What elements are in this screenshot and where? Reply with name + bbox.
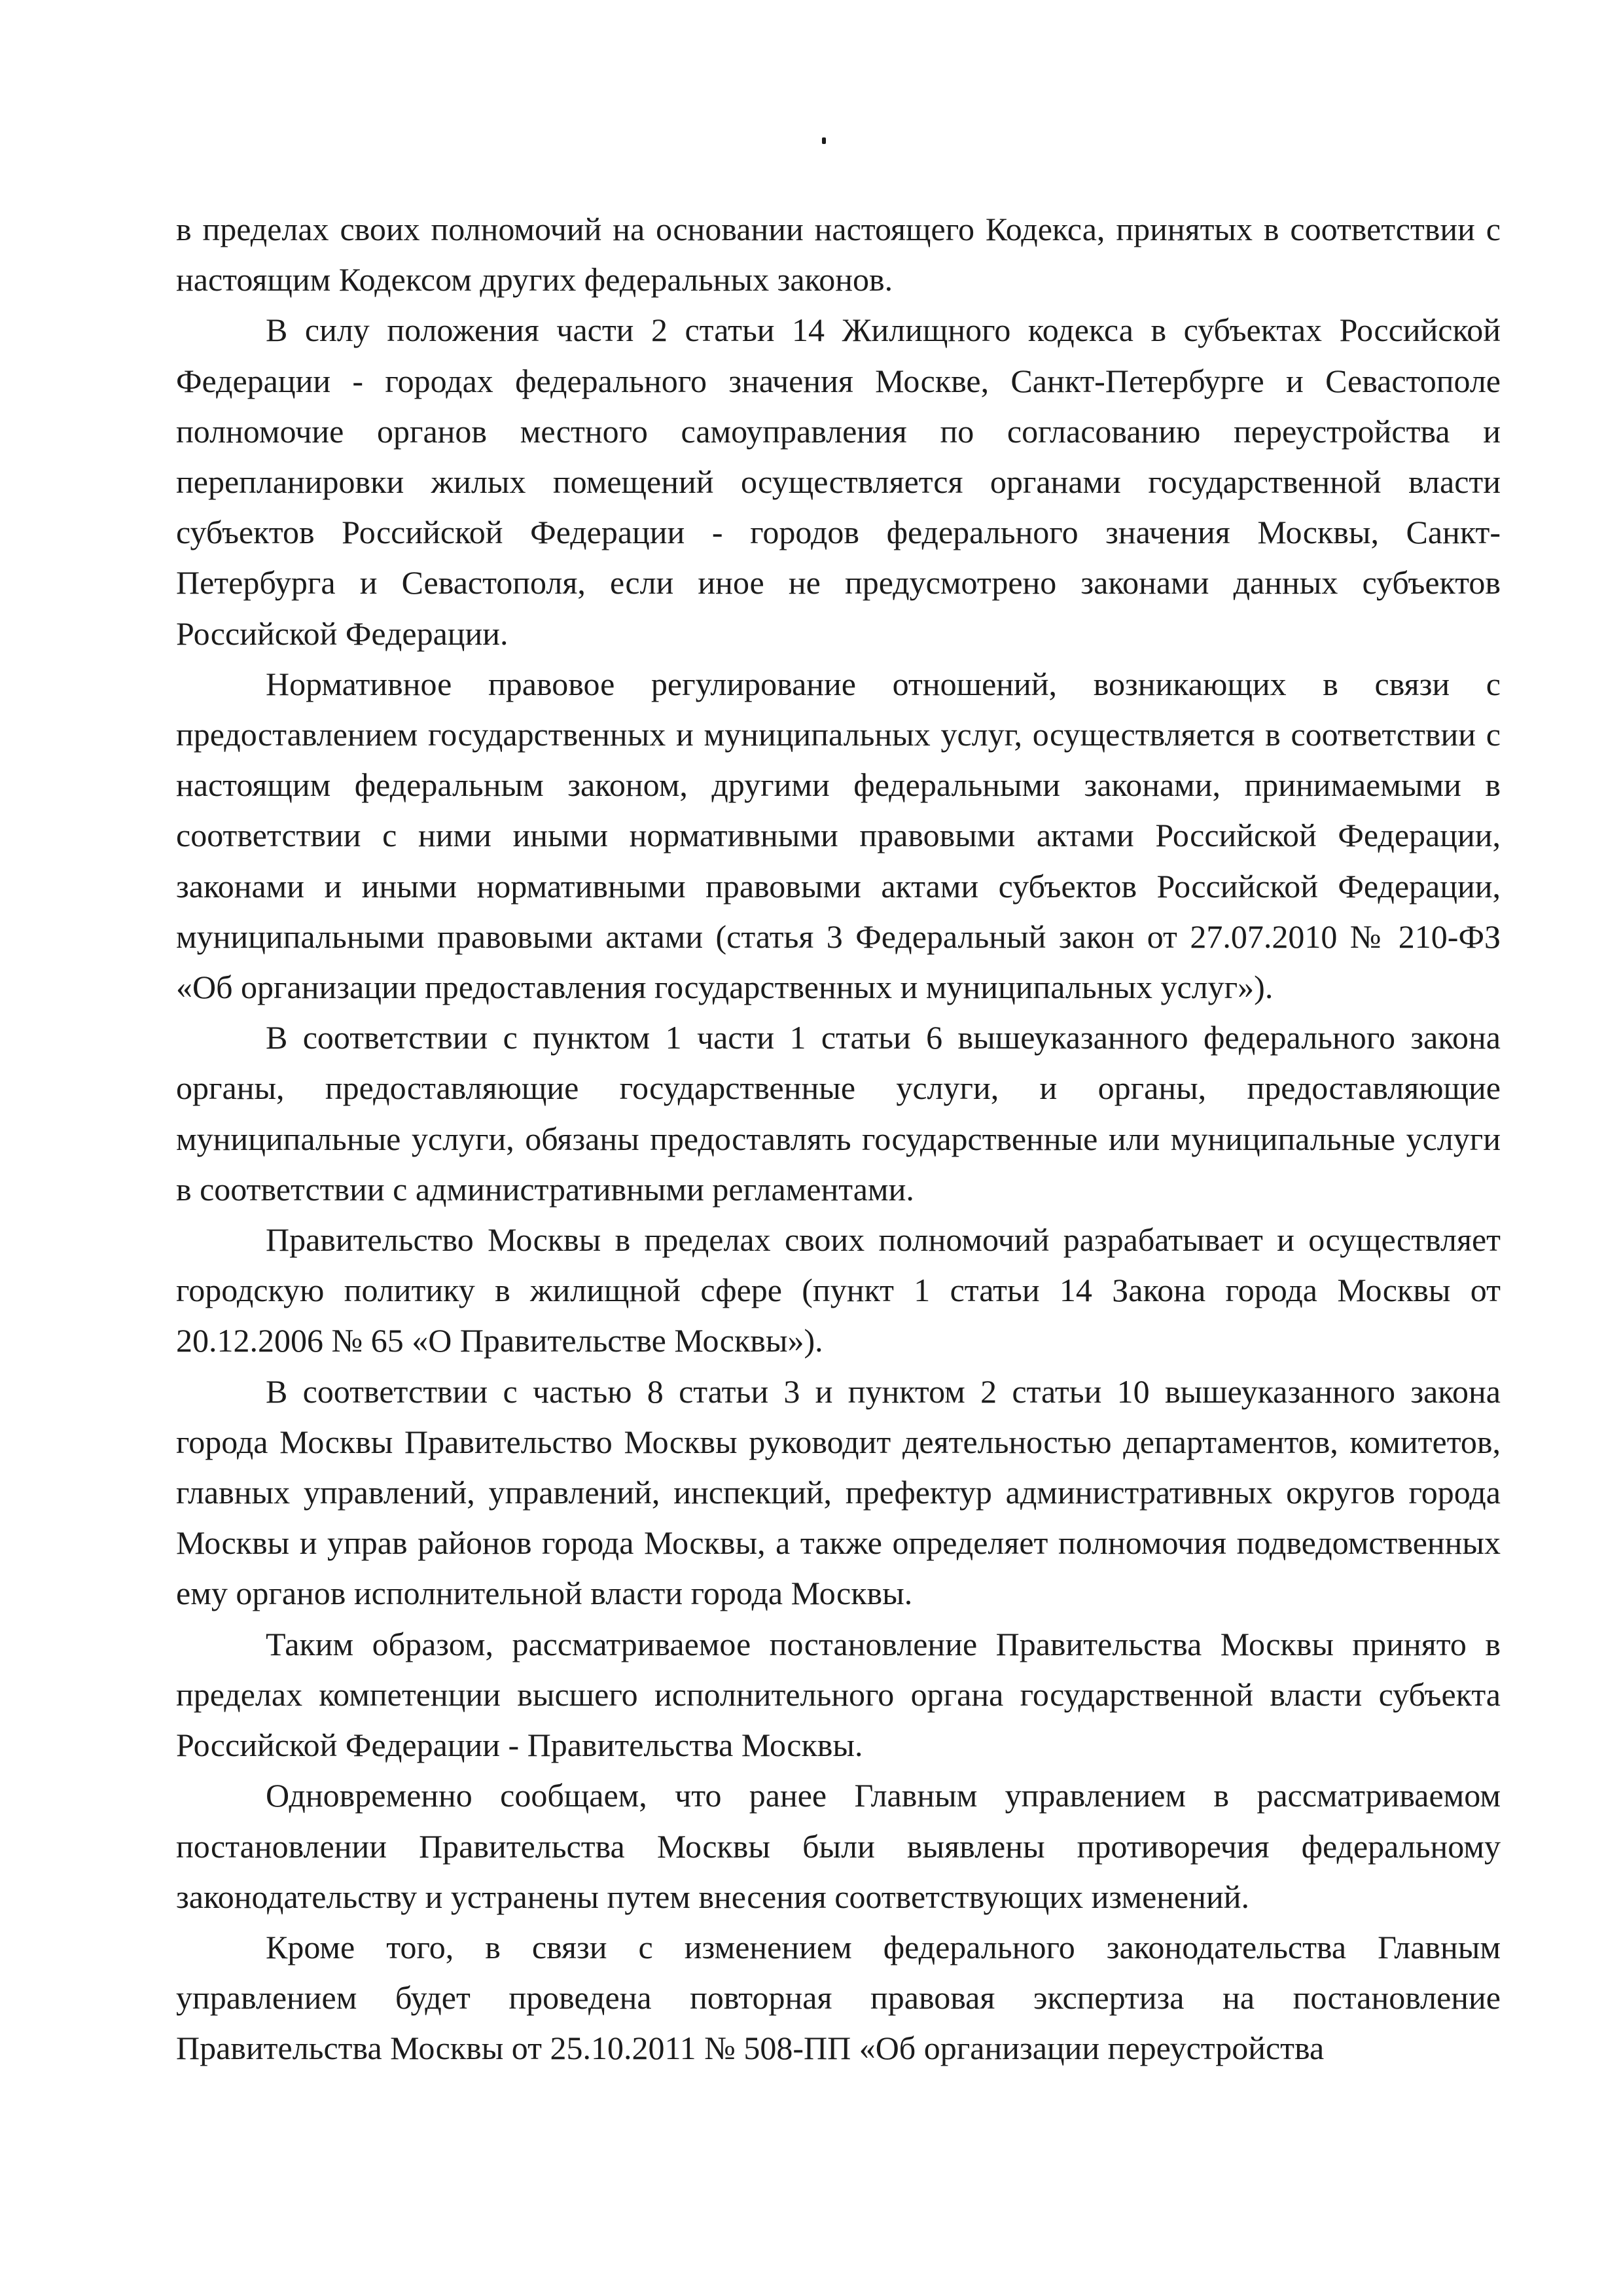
paragraph-contradictions-removed: Одновременно сообщаем, что ранее Главным управлением в рассматриваемом постановлении Правительства Москвы были выявлены противоречия федеральному законодательству и устранены путем внесения соответствующих изменений. — [176, 1777, 1501, 1915]
paragraph-moscow-government-direction: В соответствии с частью 8 статьи 3 и пунктом 2 статьи 10 вышеуказанного закона города Москвы Правительство Москвы руководит деятельностью департаментов, комитетов, главных управлений, управлений, инспекций, префектур административных округов города Москвы и управ районов города Москвы, а также определяет полномочия подведомственных ему органов исполнительной власти города Москвы. — [176, 1372, 1501, 1612]
document-body — [176, 204, 1501, 2074]
paragraph-administrative-regulations: В соответствии с пунктом 1 части 1 статьи 6 вышеуказанного федерального закона органы, предоставляющие государственные услуги, и органы, предоставляющие муниципальные услуги, обязаны предоставлять государственные или муниципальные услуги в соответствии с административными регламентами. — [176, 1019, 1501, 1208]
paragraph-housing-code: В силу положения части 2 статьи 14 Жилищного кодекса в субъектах Российской Федерации - городах федерального значения Москве, Санкт-Петербурге и Севастополе полномочие органов местного самоуправления по согласованию переустройства и перепланировки жилых помещений осуществляется органами государственной власти субъектов Российской Федерации - городов федерального значения Москвы, Санкт-Петербурга и Севастополя, если иное не предусмотрено законами данных субъектов Российской Федерации. — [176, 312, 1501, 652]
paragraph-conclusion: Таким образом, рассматриваемое постановление Правительства Москвы принято в пределах компетенции высшего исполнительного органа государственной власти субъекта Российской Федерации - Правительства Москвы. — [176, 1625, 1501, 1764]
top-dot-mark — [822, 137, 826, 144]
paragraph-normative-regulation: Нормативное правовое регулирование отношений, возникающих в связи с предоставлением государственных и муниципальных услуг, осуществляется в соответствии с настоящим федеральным законом, другими федеральными законами, принимаемыми в соответствии с ними иными нормативными правовыми актами Российской Федерации, законами и иными нормативными правовыми актами субъектов Российской Федерации, муниципальными правовыми актами (статья 3 Федеральный закон от 27.07.2010 № 210-ФЗ «Об организации предоставления государственных и муниципальных услуг»). — [176, 665, 1501, 1006]
paragraph-moscow-government-powers: Правительство Москвы в пределах своих полномочий разрабатывает и осуществляет городскую политику в жилищной сфере (пункт 1 статьи 14 Закона города Москвы от 20.12.2006 № 65 «О Правительстве Москвы»). — [176, 1221, 1501, 1359]
paragraph-repeated-expertise: Кроме того, в связи с изменением федерального законодательства Главным управлением будет проведена повторная правовая экспертиза на постановление Правительства Москвы от 25.10.2011 № 508-ПП «Об организации переустройства — [176, 1928, 1501, 2067]
paragraph-continuation: в пределах своих полномочий на основании настоящего Кодекса, принятых в соответствии с настоящим Кодексом других федеральных законов. — [176, 211, 1501, 298]
